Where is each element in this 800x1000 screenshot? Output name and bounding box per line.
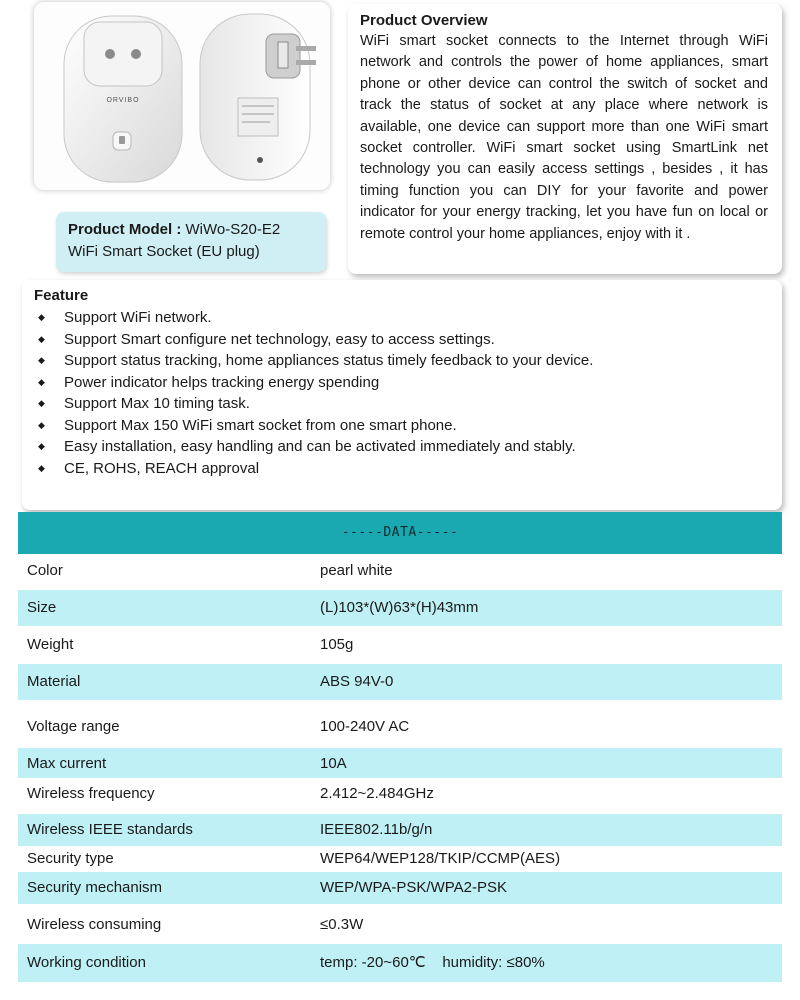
feature-list: [34, 307, 782, 479]
spec-value: (L)103*(W)63*(H)43mm: [320, 599, 479, 616]
spec-value: pearl white: [320, 562, 393, 579]
spec-label: Color: [27, 562, 63, 579]
spec-value: ABS 94V-0: [320, 673, 394, 690]
spec-row-wireless-consuming: [18, 906, 782, 944]
brand-logo: ORVIBO: [106, 97, 140, 104]
product-model-value: WiWo-S20-E2: [185, 221, 281, 238]
spec-row-weight: [18, 628, 782, 662]
spec-label: Wireless IEEE standards: [27, 821, 193, 838]
spec-value: WEP/WPA-PSK/WPA2-PSK: [320, 879, 507, 896]
spec-row-max-current: [18, 748, 782, 778]
overview-text: WiFi smart socket connects to the Internet through WiFi network and controls the power of home appliances, smart phone or other device can control the switch of socket and track the status of socket at any place where network is available, one device can support more than one WiFi smart socket controller. WiFi smart socket using SmartLink net technology you can easily access settings , besides , it has timing function you can DIY for your favorite and power indicator for your energy tracking, let you have fun on local or remote control your home appliances, enjoy with it .: [360, 33, 768, 242]
spec-value: ≤0.3W: [320, 916, 364, 933]
feature-item: ◆ Easy installation, easy handling and can be activated immediately and stably.: [34, 436, 782, 458]
overview-title: Product Overview: [360, 12, 488, 29]
feature-item: ◆ CE, ROHS, REACH approval: [34, 458, 782, 480]
feature-item: ◆ Power indicator helps tracking energy spending: [34, 372, 782, 394]
spec-label: Size: [27, 599, 57, 616]
spec-row-size: [18, 590, 782, 626]
spec-label: Voltage range: [27, 718, 120, 735]
spec-value: 105g: [320, 636, 354, 653]
smart-socket-image: [34, 2, 330, 190]
data-section-header: -----DATA-----: [18, 512, 782, 554]
diamond-bullet-icon: ◆: [38, 398, 45, 408]
spec-label: Wireless consuming: [27, 916, 162, 933]
product-model-box: [56, 212, 326, 272]
spec-row-color: [18, 554, 782, 588]
spec-value: temp: -20~60℃ humidity: ≤80%: [320, 954, 545, 971]
spec-row-working-condition: [18, 944, 782, 982]
product-photo: [34, 2, 330, 190]
diamond-bullet-icon: ◆: [38, 462, 45, 473]
product-model-description: WiFi Smart Socket (EU plug): [68, 243, 260, 260]
diamond-bullet-icon: ◆: [38, 419, 45, 430]
spec-label: Weight: [27, 636, 74, 653]
spec-label: Security type: [27, 850, 114, 867]
diamond-bullet-icon: ◆: [38, 376, 45, 387]
spec-row-security-type: [18, 846, 782, 872]
spec-row-security-mechanism: [18, 872, 782, 904]
diamond-bullet-icon: ◆: [38, 355, 45, 365]
spec-label: Security mechanism: [27, 879, 163, 896]
spec-label: Wireless frequency: [27, 785, 155, 802]
diamond-bullet-icon: ◆: [38, 333, 45, 344]
feature-item: ◆ Support Smart configure net technology, easy to access settings.: [34, 329, 782, 351]
product-model-line: [68, 219, 326, 241]
spec-value: 100-240V AC: [320, 718, 410, 735]
spec-label: Max current: [27, 755, 107, 772]
feature-section: [22, 280, 782, 510]
spec-value: 2.412~2.484GHz: [320, 785, 434, 802]
product-overview: [348, 4, 782, 274]
spec-value: WEP64/WEP128/TKIP/CCMP(AES): [320, 850, 561, 867]
feature-item: ◆ Support status tracking, home appliances status timely feedback to your device.: [34, 350, 782, 372]
spec-row-material: [18, 664, 782, 700]
diamond-bullet-icon: ◆: [38, 441, 45, 451]
feature-item: ◆ Support WiFi network.: [34, 307, 782, 329]
spec-row-voltage: [18, 704, 782, 746]
spec-row-wireless-frequency: [18, 778, 782, 812]
spec-row-ieee-standards: [18, 814, 782, 846]
product-model-label: Product Model :: [68, 221, 182, 238]
spec-value: 10A: [320, 755, 347, 772]
feature-title: Feature: [34, 287, 89, 304]
spec-label: Working condition: [27, 954, 146, 971]
spec-value: IEEE802.11b/g/n: [320, 821, 433, 838]
diamond-bullet-icon: ◆: [38, 312, 45, 322]
feature-item: ◆ Support Max 10 timing task.: [34, 393, 782, 415]
spec-label: Material: [27, 673, 81, 690]
feature-item: ◆ Support Max 150 WiFi smart socket from one smart phone.: [34, 415, 782, 437]
